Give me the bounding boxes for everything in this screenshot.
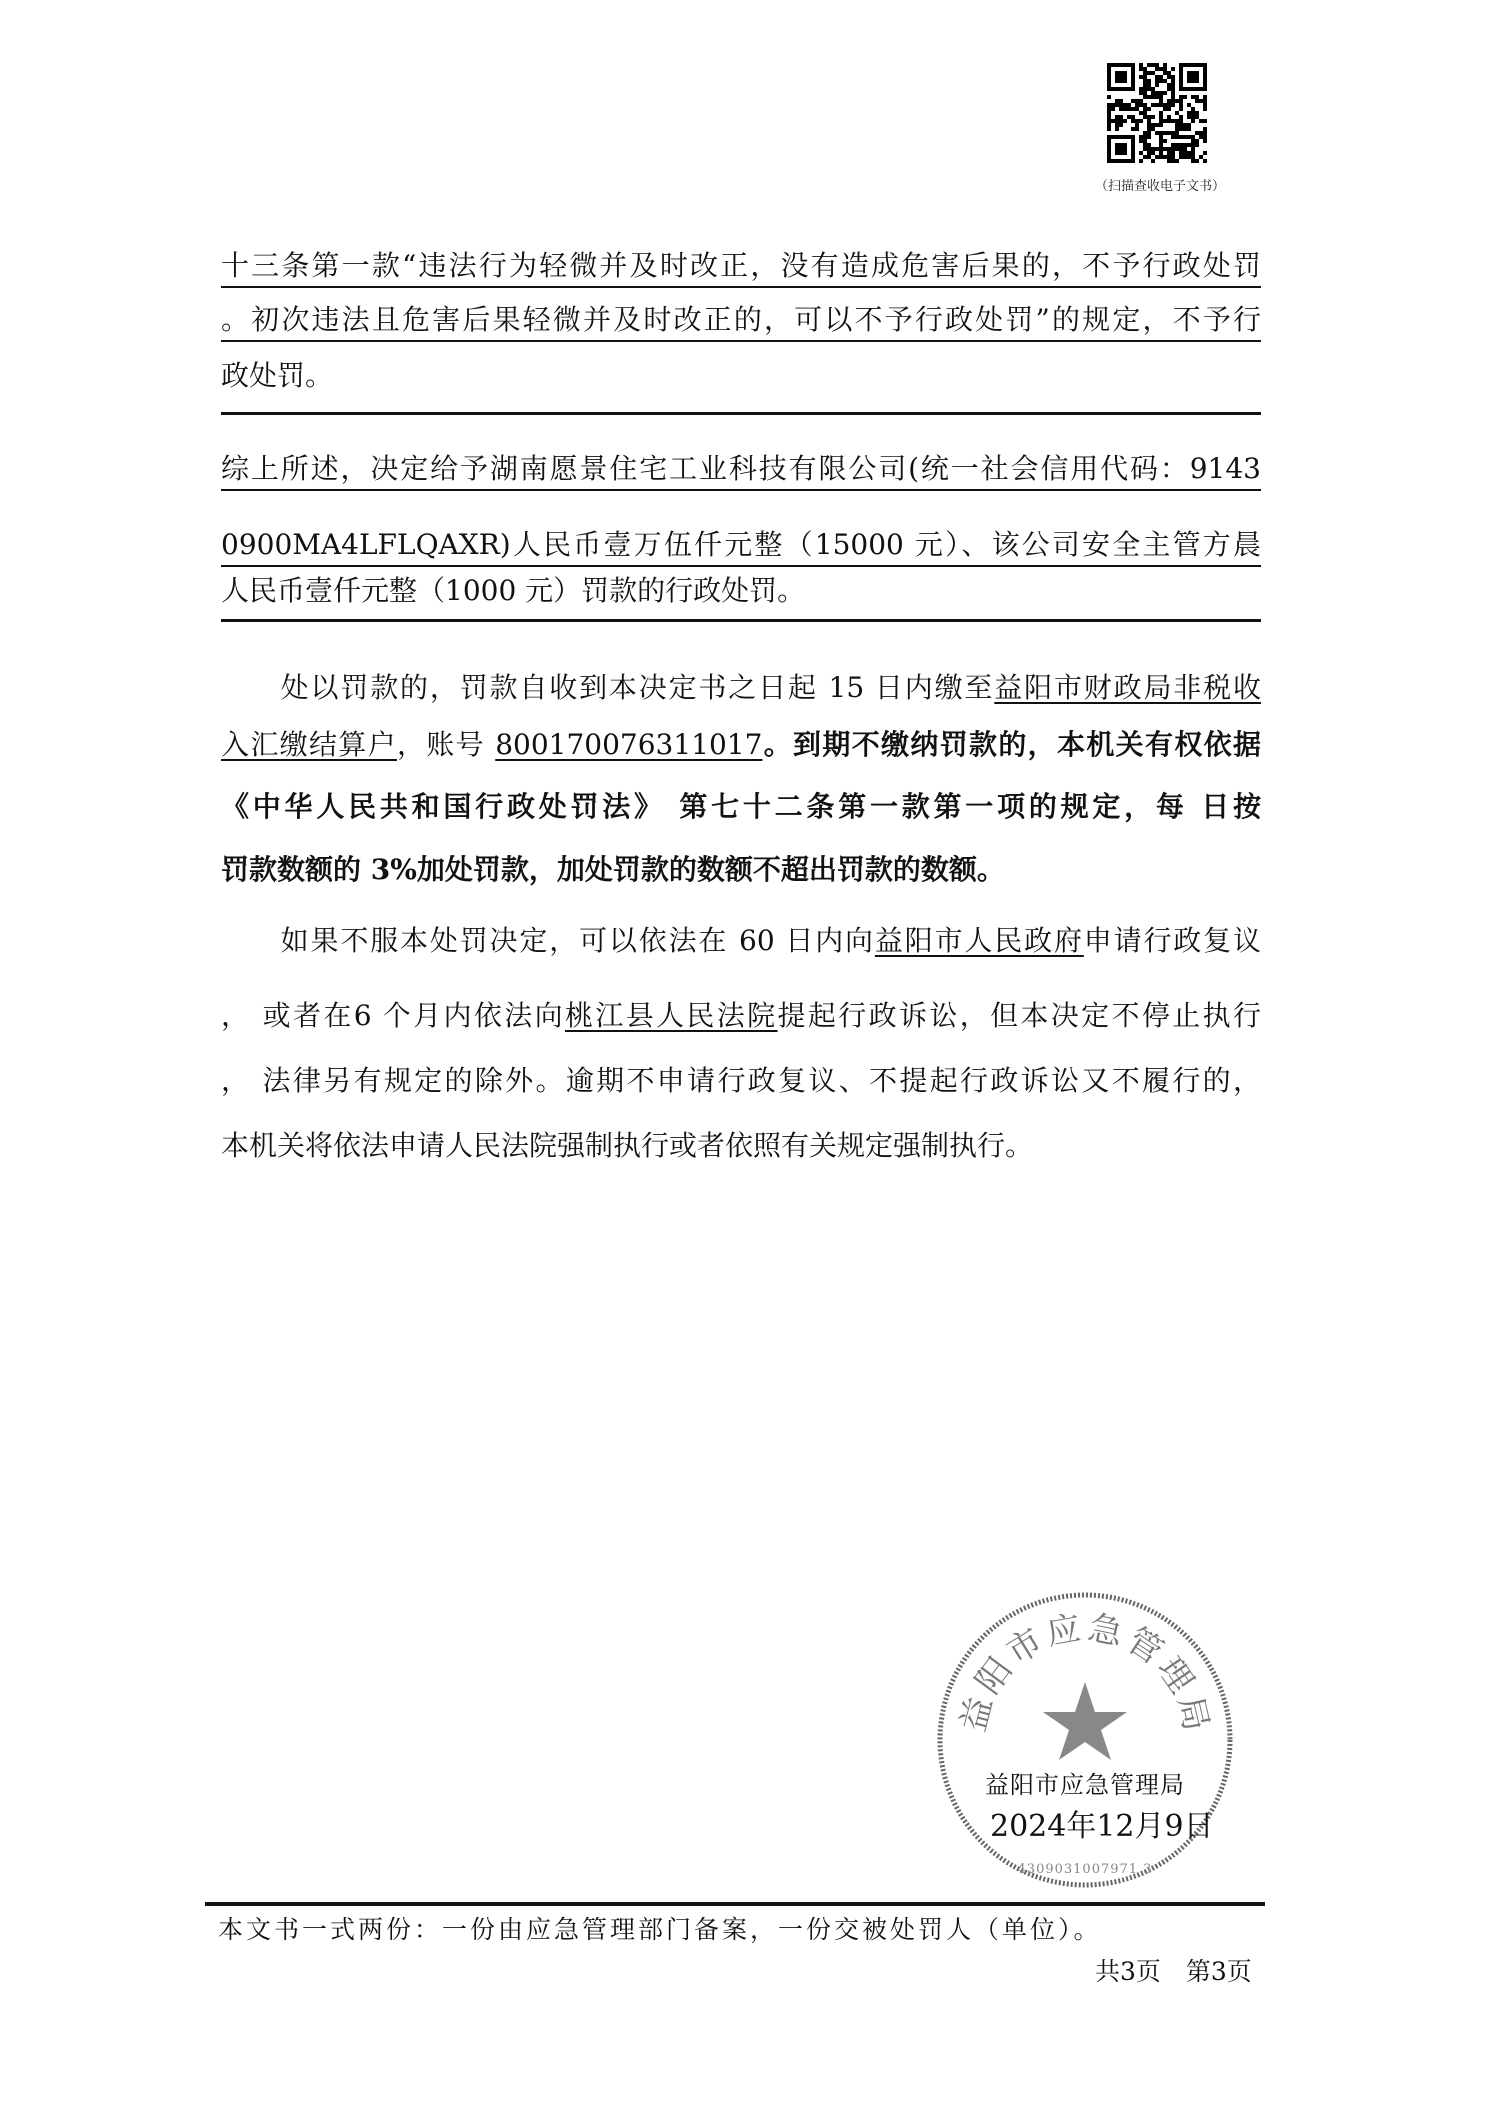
text-line — [221, 921, 1261, 961]
document-body — [221, 0, 1261, 1166]
text-line — [221, 356, 1261, 396]
underlined-text: 入汇缴结算户 — [221, 728, 397, 761]
text-segment: 十三条第一款“违法行为轻微并及时改正，没有造成危害后果的，不予行政处罚 — [221, 249, 1261, 282]
text-line — [221, 850, 1261, 890]
copies-note: 本文书一式两份：一份由应急管理部门备案，一份交被处罚人（单位）。 — [218, 1915, 1102, 1944]
text-segment: 0900MA4LFLQAXR)人民币壹万伍仟元整（15000 元）、该公司安全主管方晨 — [221, 528, 1261, 561]
text-segment: 申请行政复议 — [1083, 924, 1261, 957]
text-segment: 政处罚。 — [221, 359, 334, 392]
text-segment: 提起行政诉讼，但本决定不停止执行 — [777, 999, 1261, 1032]
divider — [221, 412, 1261, 415]
text-segment: ，账号 — [396, 728, 496, 761]
text-segment: 。到期不缴纳罚款的，本机关有权依据 — [762, 728, 1261, 761]
text-segment: ， 或者在6 个月内依法向 — [221, 999, 565, 1032]
divider — [221, 619, 1261, 622]
svg-text:4309031007971 3: 4309031007971 3 — [1017, 1862, 1153, 1877]
text-line — [221, 449, 1261, 491]
text-segment: 。初次违法且危害后果轻微并及时改正的，可以不予行政处罚”的规定，不予行 — [221, 303, 1261, 336]
underlined-text: 益阳市财政局非税收 — [994, 671, 1261, 704]
text-line — [221, 571, 1261, 611]
text-line — [221, 668, 1261, 708]
text-line — [221, 725, 1261, 765]
svg-text:益阳市应急管理局: 益阳市应急管理局 — [953, 1607, 1217, 1739]
text-line — [221, 996, 1261, 1036]
text-segment: 如果不服本处罚决定，可以依法在 60 日内向 — [221, 924, 875, 957]
underlined-text: 800170076311017 — [495, 728, 763, 761]
text-line — [221, 300, 1261, 342]
text-line — [221, 1061, 1261, 1101]
text-line — [221, 1126, 1261, 1166]
qr-caption: （扫描查收电子文书） — [1094, 179, 1225, 194]
text-segment: 人民币壹仟元整（1000 元）罚款的行政处罚。 — [221, 574, 806, 607]
underlined-text: 桃江县人民法院 — [564, 999, 778, 1032]
text-segment: 综上所述，决定给予湖南愿景住宅工业科技有限公司(统一社会信用代码：9143 — [221, 452, 1261, 485]
text-segment: 罚款数额的 3%加处罚款，加处罚款的数额不超出罚款的数额。 — [221, 853, 1005, 886]
text-line — [221, 246, 1261, 288]
underlined-text: 益阳市人民政府 — [874, 924, 1084, 957]
text-line — [221, 525, 1261, 567]
issue-date: 2024年12月9日 — [990, 1809, 1214, 1844]
page-number: 共3页 第3页 — [1095, 1957, 1252, 1986]
text-segment: ， 法律另有规定的除外。逾期不申请行政复议、不提起行政诉讼又不履行的， — [221, 1064, 1261, 1097]
text-segment: 本机关将依法申请人民法院强制执行或者依照有关规定强制执行。 — [221, 1129, 1034, 1162]
text-segment: 《中华人民共和国行政处罚法》 第七十二条第一款第一项的规定，每 日按 — [221, 790, 1261, 823]
text-segment: 处以罚款的，罚款自收到本决定书之日起 15 日内缴至 — [221, 671, 995, 704]
stamp-organization: 益阳市应急管理局 — [985, 1771, 1185, 1799]
footer-divider — [205, 1902, 1265, 1906]
text-line — [221, 787, 1261, 827]
